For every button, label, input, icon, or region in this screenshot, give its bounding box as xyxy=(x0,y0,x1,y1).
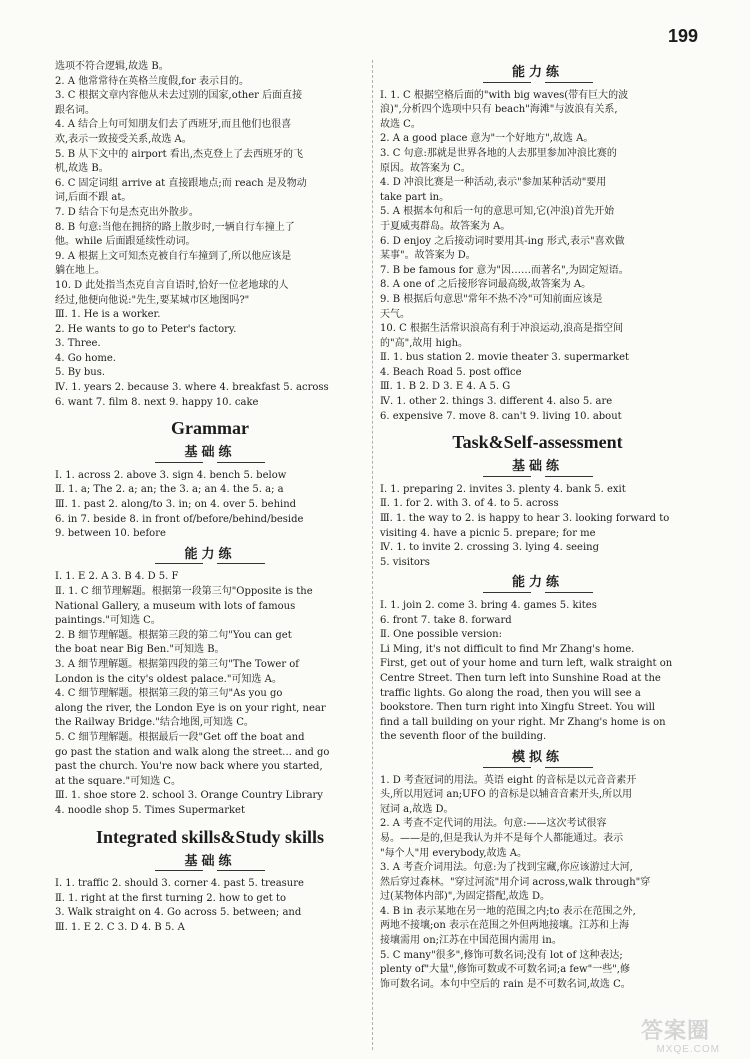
answer-line: 冠词 a,故选 D。 xyxy=(380,803,454,815)
answer-line: 3. Three. xyxy=(55,338,101,350)
subsection-label: 基础练 xyxy=(155,445,265,463)
answer-line: 两地不接壤;on 表示在范围之外但两地接壤。江苏和上海 xyxy=(380,920,630,932)
answer-line: 8. B 句意:当他在拥挤的路上散步时,一辆自行车撞上了 xyxy=(55,221,295,233)
answer-line: 6. D enjoy 之后接动词时要用其-ing 形式,表示"喜欢做 xyxy=(380,235,625,247)
answer-line: Ⅲ. 1. the way to 2. is happy to hear 3. looking forward to xyxy=(380,513,670,525)
answer-line: Ⅳ. 1. other 2. things 3. different 4. also 5. are xyxy=(380,396,613,408)
answer-line: 他。while 后面跟延续性动词。 xyxy=(55,236,196,248)
right-column xyxy=(380,60,695,992)
answer-line: Ⅳ. 1. to invite 2. crossing 3. lying 4. seeing xyxy=(380,542,600,554)
answer-line: 8. A one of 之后接形容词最高级,故答案为 A。 xyxy=(380,279,592,291)
answer-line: 欢,表示一致接受关系,故选 A。 xyxy=(55,133,192,145)
answer-line: 2. B 细节理解题。根据第三段的第二句"You can get xyxy=(55,629,292,641)
answer-line: 5. visitors xyxy=(380,556,430,568)
answer-line: at the square."可知选 C。 xyxy=(55,775,181,787)
answer-line: the Railway Bridge."结合地图,可知选 C。 xyxy=(55,717,254,729)
answer-line: 接壤需用 on;江苏在中国范围内需用 in。 xyxy=(380,935,562,947)
answer-line: 词,后面不跟 at。 xyxy=(55,192,132,204)
answer-line: Ⅱ. One possible version: xyxy=(380,629,502,641)
answer-line: 5. A 根据本句和后一句的意思可知,它(冲浪)首先开始 xyxy=(380,206,615,218)
answer-line: 5. B 从下文中的 airport 看出,杰克登上了去西班牙的飞 xyxy=(55,148,303,160)
answer-line: past the church. You're now back where you started, xyxy=(55,761,323,773)
answer-line: 4. noodle shop 5. Times Supermarket xyxy=(55,804,245,816)
subsection-label: 基础练 xyxy=(155,854,265,872)
answer-line: 1. D 考查冠词的用法。英语 eight 的音标是以元音音素开 xyxy=(380,774,637,786)
answer-line: along the river, the London Eye is on your right, near xyxy=(55,702,326,714)
answer-line: 过(某物体内部)",为固定搭配,故选 D。 xyxy=(380,891,550,903)
answer-line: 然后穿过森林。"穿过河流"用介词 across,walk through"穿 xyxy=(380,876,651,888)
answer-line: 于夏威夷群岛。故答案为 A。 xyxy=(380,220,511,232)
answer-line: Ⅱ. 1. right at the first turning 2. how to get to xyxy=(55,892,286,904)
watermark-url: MXQE.COM xyxy=(656,1044,720,1055)
answer-line: plenty of"大量",修饰可数或不可数名词;a few"一些",修 xyxy=(380,964,630,976)
answer-line: 5. C many"很多",修饰可数名词;没有 lot of 这种表达; xyxy=(380,949,623,961)
answer-line: 9. between 10. before xyxy=(55,528,166,540)
answer-line: 9. A 根据上文可知杰克被自行车撞到了,所以他应该是 xyxy=(55,250,292,262)
answer-line: 4. C 细节理解题。根据第三段的第三句"As you go xyxy=(55,688,283,700)
answer-line: "每个人"用 everybody,故选 A。 xyxy=(380,847,528,859)
subsection-label: 能力练 xyxy=(155,547,265,565)
answer-line: 跟名词。 xyxy=(55,104,95,116)
section-heading: Task&Self-assessment xyxy=(452,432,623,453)
answer-line: Ⅱ. 1. bus station 2. movie theater 3. supermarket xyxy=(380,352,630,364)
answer-line: go past the station and walk along the street... and go xyxy=(55,746,330,758)
answer-line: Ⅲ. 1. E 2. C 3. D 4. B 5. A xyxy=(55,921,185,933)
answer-line: 4. A 结合上句可知朋友们去了西班牙,而且他们也很喜 xyxy=(55,119,292,131)
answer-line: 2. A 考查不定代词的用法。句意:——这次考试很容 xyxy=(380,818,607,830)
answer-line: 2. He wants to go to Peter's factory. xyxy=(55,323,237,335)
answer-line: 9. B 根据后句意思"常年不热不冷"可知前面应该是 xyxy=(380,293,603,305)
answer-line: Ⅱ. 1. C 细节理解题。根据第一段第三句"Opposite is the xyxy=(55,586,313,597)
answer-line: First, get out of your home and turn left, walk straight on xyxy=(380,658,673,670)
answer-line: Ⅲ. 1. B 2. D 3. E 4. A 5. G xyxy=(380,381,511,393)
answer-line: 易。——是的,但是我认为并不是每个人都能通过。表示 xyxy=(380,832,624,844)
section-heading: Integrated skills&Study skills xyxy=(95,826,325,847)
answer-line: 经过,他便向他说:"先生,要某城市区地图吗?" xyxy=(55,294,250,306)
answer-line: 3. A 考查介词用法。句意:为了找到宝藏,你应该游过大河, xyxy=(380,862,633,874)
answer-line: 6. in 7. beside 8. in front of/before/behind/beside xyxy=(55,513,304,525)
answer-line: traffic lights. Go along the road, then you will see a xyxy=(380,687,641,699)
subsection-label: 基础练 xyxy=(483,459,593,477)
answer-line: Ⅰ. 1. E 2. A 3. B 4. D 5. F xyxy=(55,571,179,583)
answer-line: Ⅰ. 1. join 2. come 3. bring 4. games 5. kites xyxy=(380,600,597,611)
answer-line: 4. D 冲浪比赛是一种活动,表示"参加某种活动"要用 xyxy=(380,177,607,189)
answer-line: 天气。 xyxy=(380,308,410,320)
answer-line: the seventh floor of the building. xyxy=(380,731,547,743)
answer-line: 3. C 句意:那就是世界各地的人去那里参加冲浪比赛的 xyxy=(380,147,617,159)
answer-line: 故选 C。 xyxy=(380,118,421,130)
answer-line: Ⅰ. 1. preparing 2. invites 3. plenty 4. bank 5. exit xyxy=(380,483,626,495)
answer-line: Ⅱ. 1. a; The 2. a; an; the 3. a; an 4. the 5. a; a xyxy=(55,484,284,496)
answer-line: 4. B in 表示某地在另一地的范围之内;to 表示在范围之外, xyxy=(380,905,636,917)
answer-line: Centre Street. Then turn left into Sunshine Road at the xyxy=(380,672,661,684)
answer-line: take part in。 xyxy=(380,191,450,203)
answer-line: 的"高",故用 high。 xyxy=(380,337,469,349)
answer-line: 3. A 细节理解题。根据第四段的第三句"The Tower of xyxy=(55,658,299,670)
answer-line: 6. expensive 7. move 8. can't 9. living 10. about xyxy=(380,410,622,422)
answer-line: 7. B be famous for 意为"因……而著名",为固定短语。 xyxy=(380,264,629,276)
answer-line: 10. C 根据生活常识浪高有利于冲浪运动,浪高是指空间 xyxy=(380,323,624,335)
column-divider xyxy=(372,60,373,1050)
answer-line: Ⅲ. 1. shoe store 2. school 3. Orange Country Library xyxy=(55,790,323,802)
answer-line: Li Ming, it's not difficult to find Mr Zhang's home. xyxy=(380,643,635,655)
watermark: 答案圈 xyxy=(640,1018,710,1043)
subsection-label: 模拟练 xyxy=(483,750,593,768)
answer-line: 某事"。故答案为 D。 xyxy=(380,250,476,262)
answer-line: visiting 4. have a picnic 5. prepare; for me xyxy=(380,527,596,539)
answer-line: the boat near Big Ben."可知选 B。 xyxy=(55,644,225,656)
answer-line: 6. C 固定词组 arrive at 直接跟地点;而 reach 是及物动 xyxy=(55,177,307,189)
answer-line: find a tall building on your right. Mr Zhang's home is on xyxy=(380,716,666,728)
answer-line: 躺在地上。 xyxy=(55,265,105,277)
answer-line: paintings."可知选 C。 xyxy=(55,615,161,627)
answer-line: 6. want 7. film 8. next 9. happy 10. cake xyxy=(55,396,259,408)
answer-line: Ⅰ. 1. C 根据空格后面的"with big waves(带有巨大的波 xyxy=(380,89,629,101)
answer-line: 头,所以用冠词 an;UFO 的音标是以辅音音素开头,所以用 xyxy=(380,789,633,801)
page-number: 199 xyxy=(667,26,698,46)
subsection-label: 能力练 xyxy=(483,575,593,593)
answer-line: 3. C 根据文章内容他从未去过别的国家,other 后面直接 xyxy=(55,90,303,102)
answer-line: 5. By bus. xyxy=(55,367,106,379)
answer-line: Ⅲ. 1. past 2. along/to 3. in; on 4. over 5. behind xyxy=(55,499,297,511)
answer-line: 3. Walk straight on 4. Go across 5. between; and xyxy=(55,907,302,919)
answer-line: 浪)",分析四个选项中只有 beach"海滩"与波浪有关系, xyxy=(380,104,618,116)
answer-line: 7. D 结合下句是杰克出外散步。 xyxy=(55,206,199,218)
subsection-label: 能力练 xyxy=(483,65,593,83)
answer-line: bookstore. Then turn right into Xingfu Street. You will xyxy=(380,702,655,714)
answer-line: Ⅰ. 1. across 2. above 3. sign 4. bench 5. below xyxy=(55,469,287,481)
answer-line: 饰可数名词。本句中空后的 rain 是不可数名词,故选 C。 xyxy=(380,978,631,990)
answer-line: Ⅲ. 1. He is a worker. xyxy=(55,309,161,321)
answer-line: 2. A 他常常待在英格兰度假,for 表示目的。 xyxy=(55,75,249,87)
answer-line: Ⅰ. 1. traffic 2. should 3. corner 4. past 5. treasure xyxy=(55,878,304,890)
answer-line: 6. front 7. take 8. forward xyxy=(380,614,512,626)
answer-line: 5. C 细节理解题。根据最后一段"Get off the boat and xyxy=(55,731,305,743)
answer-line: National Gallery, a museum with lots of famous xyxy=(55,600,296,612)
answer-line: Ⅳ. 1. years 2. because 3. where 4. breakfast 5. across xyxy=(55,382,329,394)
answer-line: 原因。故答案为 C。 xyxy=(380,162,471,174)
answer-line: 4. Go home. xyxy=(55,352,116,364)
answer-line: 4. Beach Road 5. post office xyxy=(380,366,522,378)
answer-line: 10. D 此处指当杰克自言自语时,恰好一位老地球的人 xyxy=(55,279,289,291)
answer-line: 机,故选 B。 xyxy=(55,163,109,175)
section-heading: Grammar xyxy=(171,418,249,439)
answer-line: 选项不符合逻辑,故选 B。 xyxy=(55,61,169,72)
answer-line: London is the city's oldest palace."可知选 A。 xyxy=(55,673,282,685)
answer-line: 2. A a good place 意为"一个好地方",故选 A。 xyxy=(380,133,594,145)
answer-line: Ⅱ. 1. for 2. with 3. of 4. to 5. across xyxy=(380,498,559,510)
left-column xyxy=(55,60,365,935)
